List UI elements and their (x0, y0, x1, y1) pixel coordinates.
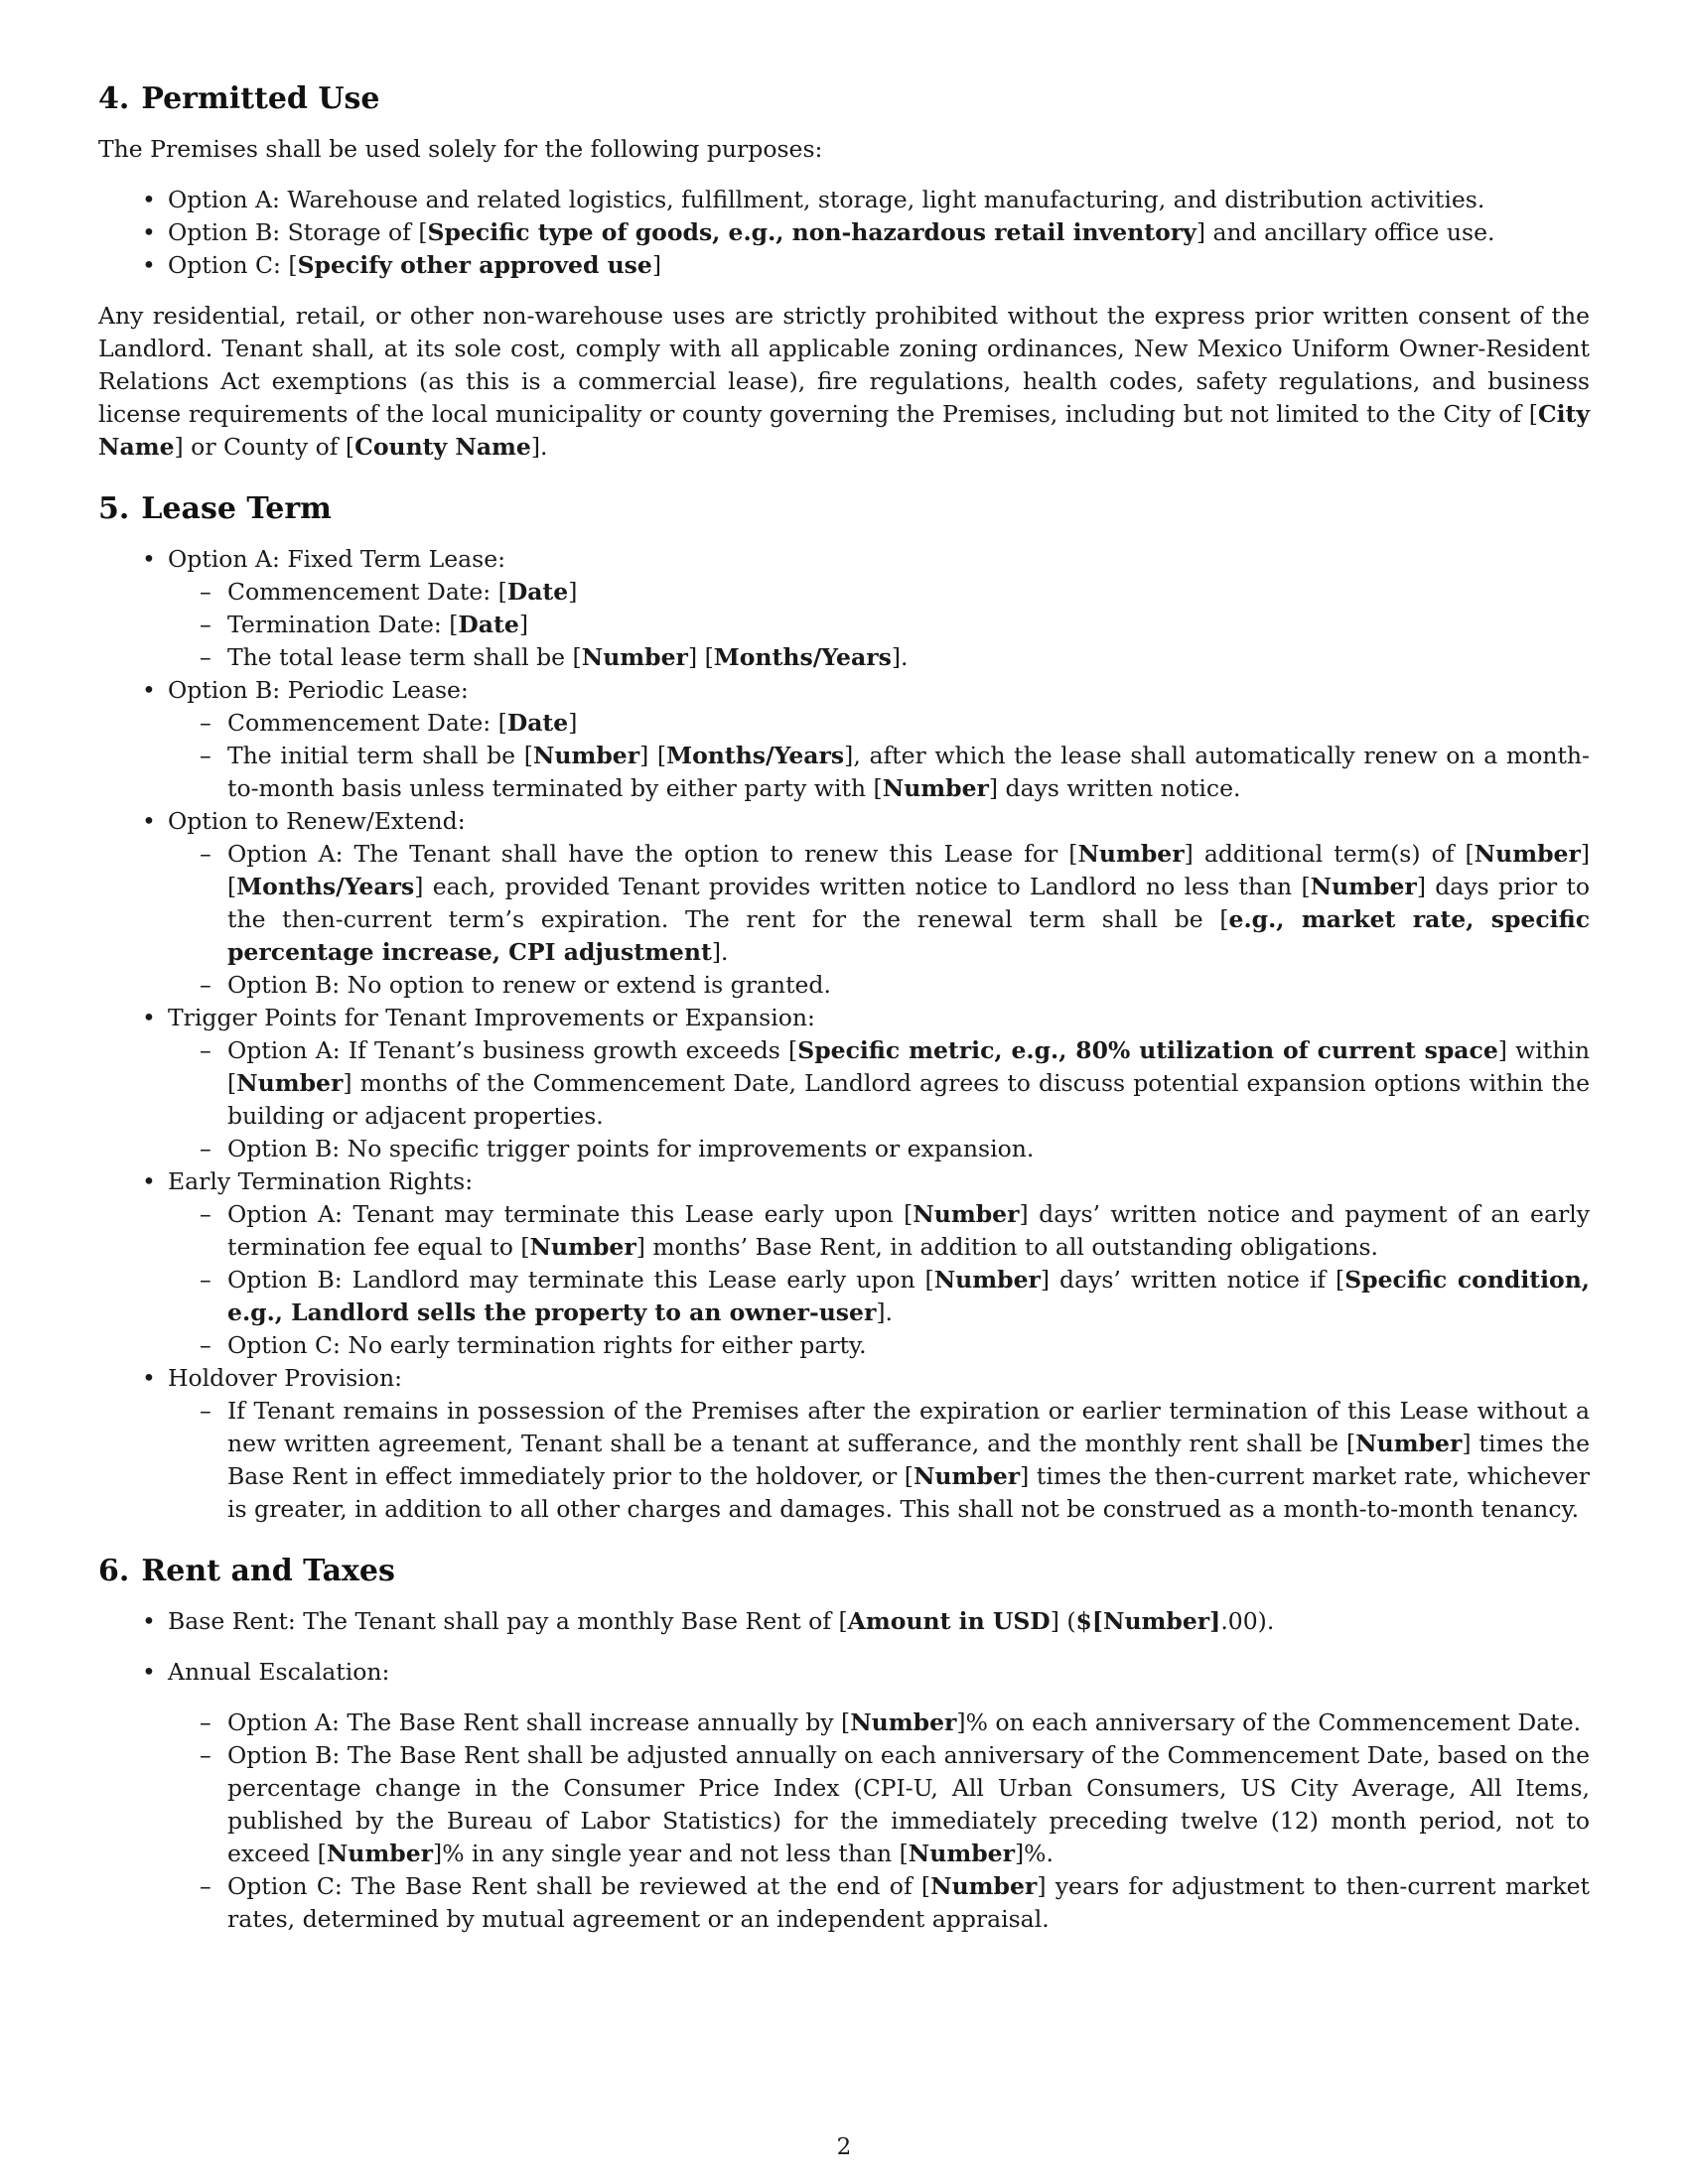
sub-list-item: – The total lease term shall be [Number] [Months/Years]. (168, 641, 1590, 674)
sub-list-item: – Option A: The Base Rent shall increase annually by [Number]% on each anniversary of the Commencement Date. (168, 1706, 1590, 1739)
list-item: • Option C: [Specify other approved use] (98, 249, 1590, 282)
sub-list (98, 1395, 1590, 1526)
sub-list-item: – Commencement Date: [Date] (168, 707, 1590, 740)
list-item: • Option B: Storage of [Specific type of goods, e.g., non-hazardous retail inventory] and ancillary office use. (98, 216, 1590, 249)
section-heading: 6. Rent and Taxes (98, 1554, 395, 1588)
sub-list-item: – Option B: No specific trigger points for improvements or expansion. (168, 1133, 1590, 1165)
option-list (98, 1605, 1590, 1936)
sub-list (98, 576, 1590, 674)
sub-list (98, 838, 1590, 1002)
list-item: • Option to Renew/Extend: – Option A: The Tenant shall have the option to renew this Lease for [Number] additional term(s) of [Number] [Months/Years] each, provided Tenant provides written notice to Landlord no less than [Number] days prior to the then-current term’s expiration. The rent for the renewal term shall be [e.g., market rate, specific percentage increase, CPI adjustment]. – Option B: No option to renew or extend is granted. (98, 805, 1590, 1002)
sub-list (98, 707, 1590, 805)
list-item: • Holdover Provision: – If Tenant remains in possession of the Premises after the expiration or earlier termination of this Lease without a new written agreement, Tenant shall be a tenant at sufferance, and the monthly rent shall be [Number] times the Base Rent in effect immediately prior to the holdover, or [Number] times the then-current market rate, whichever is greater, in addition to all other charges and damages. This shall not be construed as a month-to-month tenancy. (98, 1362, 1590, 1526)
section-heading: 5. Lease Term (98, 491, 332, 526)
sub-list (98, 1198, 1590, 1362)
sub-list-item: – Commencement Date: [Date] (168, 576, 1590, 609)
sub-list (98, 1034, 1590, 1165)
sub-list (98, 1706, 1590, 1936)
list-item: • Base Rent: The Tenant shall pay a monthly Base Rent of [Amount in USD] ($[Number].00). (98, 1605, 1590, 1638)
list-item: • Trigger Points for Tenant Improvements or Expansion: – Option A: If Tenant’s business growth exceeds [Specific metric, e.g., 80% utilization of current space] within [Number] months of the Commencement Date, Landlord agrees to discuss potential expansion options within the building or adjacent properties. – Option B: No specific trigger points for improvements or expansion. (98, 1002, 1590, 1165)
sub-list-item: – Option C: The Base Rent shall be reviewed at the end of [Number] years for adjustment to then-current market rates, determined by mutual agreement or an independent appraisal. (168, 1870, 1590, 1936)
paragraph: Any residential, retail, or other non-warehouse uses are strictly prohibited without the express prior written consent of the Landlord. Tenant shall, at its sole cost, comply with all applicable zoning ordinances, New Mexico Uniform Owner-Resident Relations Act exemptions (as this is a commercial lease), fire regulations, health codes, safety regulations, and business license requirements of the local municipality or county governing the Premises, including but not limited to the City of [City Name] or County of [County Name]. (98, 302, 1590, 461)
sub-list-item: – Option C: No early termination rights for either party. (168, 1329, 1590, 1362)
list-item: • Option A: Warehouse and related logistics, fulfillment, storage, light manufacturing, and distribution activities. (98, 184, 1590, 216)
option-list (98, 184, 1590, 282)
list-item: • Annual Escalation: – Option A: The Base Rent shall increase annually by [Number]% on each anniversary of the Commencement Date. – Option B: The Base Rent shall be adjusted annually on each anniversary of the Commencement Date, based on the percentage change in the Consumer Price Index (CPI-U, All Urban Consumers, US City Average, All Items, published by the Bureau of Labor Statistics) for the immediately preceding twelve (12) month period, not to exceed [Number]% in any single year and not less than [Number]%. – Option C: The Base Rent shall be reviewed at the end of [Number] years for adjustment to then-current market rates, determined by mutual agreement or an independent appraisal. (98, 1656, 1590, 1936)
document-page (98, 81, 1590, 1964)
sub-list-item: – Option B: The Base Rent shall be adjusted annually on each anniversary of the Commencement Date, based on the percentage change in the Consumer Price Index (CPI-U, All Urban Consumers, US City Average, All Items, published by the Bureau of Labor Statistics) for the immediately preceding twelve (12) month period, not to exceed [Number]% in any single year and not less than [Number]%. (168, 1739, 1590, 1870)
sub-list-item: – Option A: Tenant may terminate this Lease early upon [Number] days’ written notice and payment of an early termination fee equal to [Number] months’ Base Rent, in addition to all outstanding obligations. (168, 1198, 1590, 1264)
option-list (98, 543, 1590, 1526)
page-number: 2 (836, 2134, 852, 2160)
list-item: • Option B: Periodic Lease: – Commencement Date: [Date] – The initial term shall be [Number] [Months/Years], after which the lease shall automatically renew on a month-to-month basis unless terminated by either party with [Number] days written notice. (98, 674, 1590, 805)
sub-list-item: – Option B: No option to renew or extend is granted. (168, 969, 1590, 1002)
section-lease-term (98, 491, 1590, 1526)
section-permitted-use (98, 81, 1590, 464)
section-heading: 4. Permitted Use (98, 81, 380, 116)
list-item: • Option A: Fixed Term Lease: – Commencement Date: [Date] – Termination Date: [Date] – The total lease term shall be [Number] [Months/Years]. (98, 543, 1590, 674)
section-intro: The Premises shall be used solely for the following purposes: (98, 135, 823, 163)
list-item: • Early Termination Rights: – Option A: Tenant may terminate this Lease early upon [Number] days’ written notice and payment of an early termination fee equal to [Number] months’ Base Rent, in addition to all outstanding obligations. – Option B: Landlord may terminate this Lease early upon [Number] days’ written notice if [Specific condition, e.g., Landlord sells the property to an owner-user]. – Option C: No early termination rights for either party. (98, 1165, 1590, 1362)
sub-list-item: – Option A: The Tenant shall have the option to renew this Lease for [Number] additional term(s) of [Number] [Months/Years] each, provided Tenant provides written notice to Landlord no less than [Number] days prior to the then-current term’s expiration. The rent for the renewal term shall be [e.g., market rate, specific percentage increase, CPI adjustment]. (168, 838, 1590, 969)
sub-list-item: – Option A: If Tenant’s business growth exceeds [Specific metric, e.g., 80% utilization of current space] within [Number] months of the Commencement Date, Landlord agrees to discuss potential expansion options within the building or adjacent properties. (168, 1034, 1590, 1133)
sub-list-item: – If Tenant remains in possession of the Premises after the expiration or earlier termination of this Lease without a new written agreement, Tenant shall be a tenant at sufferance, and the monthly rent shall be [Number] times the Base Rent in effect immediately prior to the holdover, or [Number] times the then-current market rate, whichever is greater, in addition to all other charges and damages. This shall not be construed as a month-to-month tenancy. (168, 1395, 1590, 1526)
sub-list-item: – Option B: Landlord may terminate this Lease early upon [Number] days’ written notice if [Specific condition, e.g., Landlord sells the property to an owner-user]. (168, 1264, 1590, 1329)
section-rent-and-taxes (98, 1554, 1590, 1936)
sub-list-item: – Termination Date: [Date] (168, 609, 1590, 641)
sub-list-item: – The initial term shall be [Number] [Months/Years], after which the lease shall automatically renew on a month-to-month basis unless terminated by either party with [Number] days written notice. (168, 740, 1590, 805)
